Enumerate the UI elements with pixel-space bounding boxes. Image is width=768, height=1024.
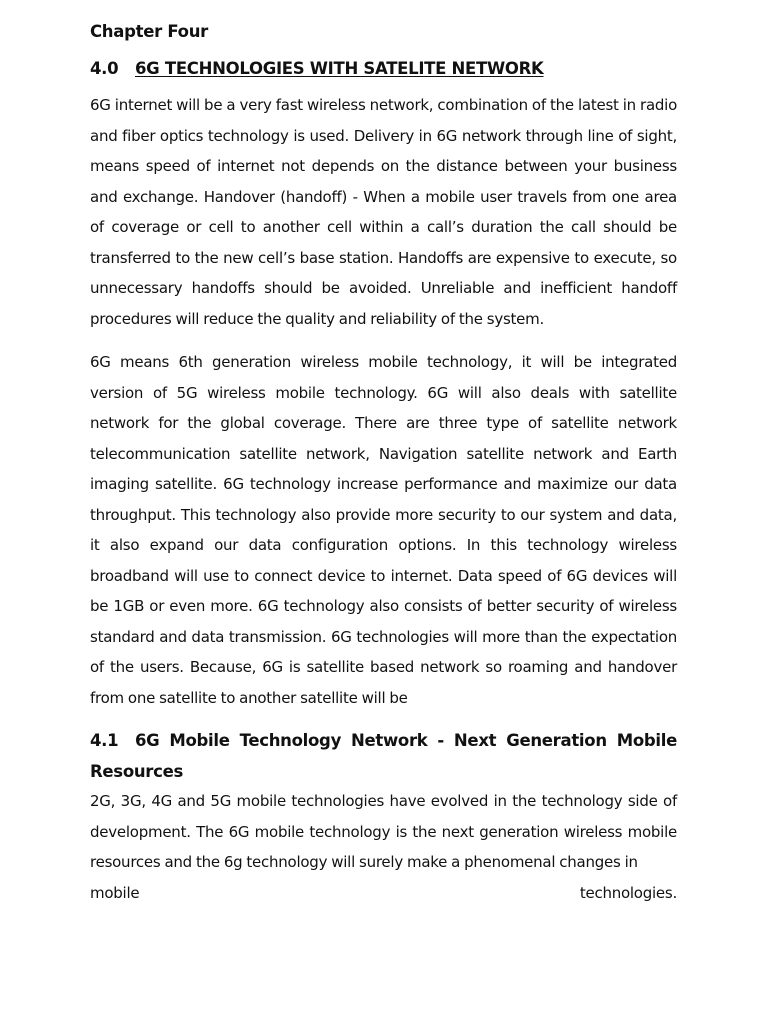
last-line-right-word: technologies.	[579, 883, 677, 902]
section-number: 4.0	[90, 59, 119, 78]
paragraph-body: 2G, 3G, 4G and 5G mobile technologies have evolved in the technology side of development. The 6G mobile technology is the next generation wireless mobile resources and the 6g technology will surely make a phenomenal changes in	[90, 792, 677, 871]
paragraph-last-line	[90, 878, 677, 909]
section-heading-4-0	[90, 59, 544, 78]
section-heading-4-1	[90, 726, 677, 787]
last-line-left-word: mobile	[90, 883, 140, 902]
paragraph-mobile-generations	[90, 786, 677, 908]
section-title: 6G Mobile Technology Network - Next Generation Mobile Resources	[90, 731, 677, 781]
section-number: 4.1	[90, 731, 119, 750]
paragraph-6g-satellite: 6G means 6th generation wireless mobile technology, it will be integrated version of 5G wireless mobile technology. 6G will also deals with satellite network for the global coverage. There are three type of satellite network telecommunication satellite network, Navigation satellite network and Earth imaging satellite. 6G technology increase performance and maximize our data throughput. This technology also provide more security to our system and data, it also expand our data configuration options. In this technology wireless broadband will use to connect device to internet. Data speed of 6G devices will be 1GB or even more. 6G technology also consists of better security of wireless standard and data transmission. 6G technologies will more than the expectation of the users. Because, 6G is satellite based network so roaming and handover from one satellite to another satellite will be	[90, 353, 677, 707]
paragraph-handover: 6G internet will be a very fast wireless network, combination of the latest in radio and fiber optics technology is used. Delivery in 6G network through line of sight, means speed of internet not depends on the distance between your business and exchange. Handover (handoff) - When a mobile user travels from one area of coverage or cell to another cell within a call’s duration the call should be transferred to the new cell’s base station. Handoffs are expensive to execute, so unnecessary handoffs should be avoided. Unreliable and inefficient handoff procedures will reduce the quality and reliability of the system.	[90, 96, 677, 328]
section-title: 6G TECHNOLOGIES WITH SATELITE NETWORK	[135, 59, 544, 78]
chapter-title: Chapter Four	[90, 22, 208, 41]
